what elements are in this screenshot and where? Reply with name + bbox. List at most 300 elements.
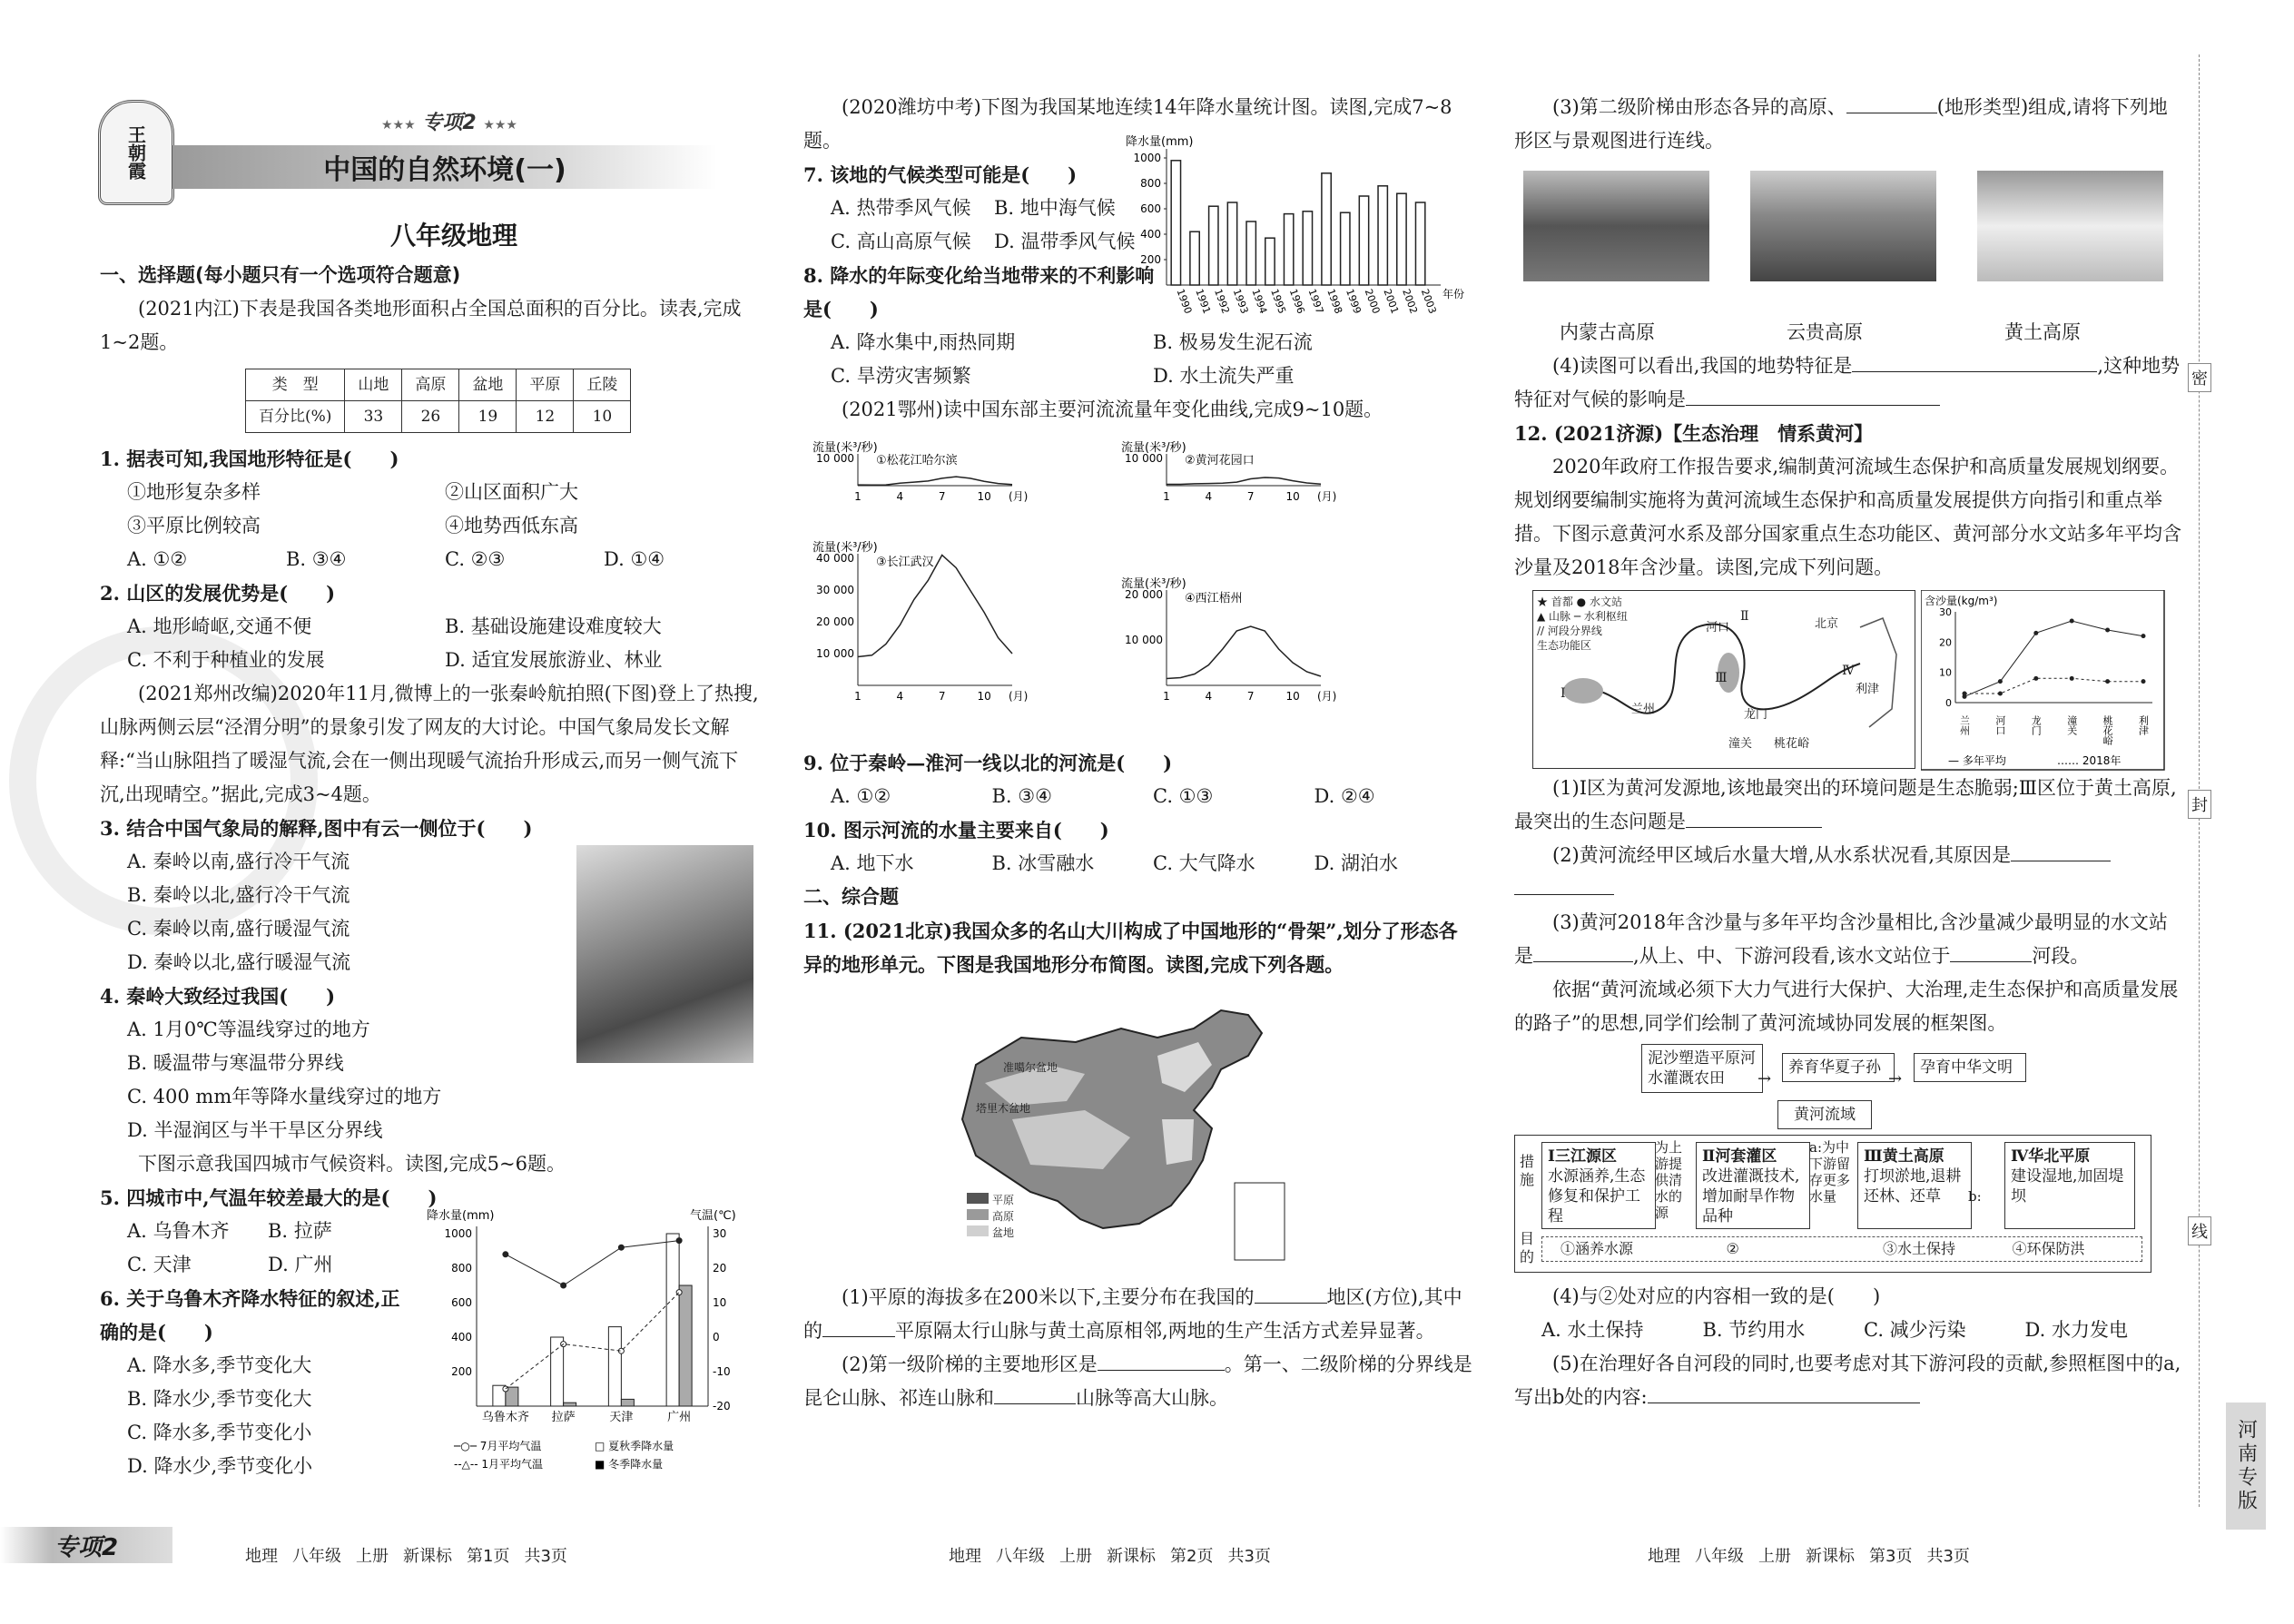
q7-option: A. 热带季风气候 xyxy=(831,197,971,219)
y2-tick-label: -10 xyxy=(713,1365,731,1378)
flow-box-top-1: 泥沙塑造平原河水灌溉农田 xyxy=(1641,1044,1763,1093)
footer-page: 第1页 xyxy=(467,1547,510,1566)
goal-item: ③水土保持 xyxy=(1883,1240,1956,1257)
legend-2018: …… 2018年 xyxy=(2057,754,2122,767)
table-cell: 12 xyxy=(517,401,574,433)
y-axis-label: 降水量(mm) xyxy=(427,1209,495,1223)
q11-4-text-b: ,这种地势特征对气候的影响是 xyxy=(1514,355,2181,410)
table-row-label: 百分比(%) xyxy=(246,401,345,433)
q11-2 xyxy=(803,1348,1475,1415)
footer-subject: 地理 xyxy=(1648,1547,1680,1566)
footer-volume: 上册 xyxy=(1059,1547,1092,1566)
goal-item: ② xyxy=(1726,1240,1739,1257)
q11-4 xyxy=(1514,349,2186,417)
page-title: 中国的自然环境(一) xyxy=(323,154,566,186)
flow-box-top-3: 孕育中华文明 xyxy=(1914,1053,2026,1082)
series-label: ①松花江哈尔滨 xyxy=(876,454,958,468)
flow-region-body: 改进灌溉技术,增加耐旱作物品种 xyxy=(1702,1167,1800,1225)
annual-precip-chart xyxy=(1117,133,1480,332)
q11-2-text-c: 山脉等高大山脉。 xyxy=(1076,1387,1228,1409)
flow-side-measures: 措施 xyxy=(1520,1153,1535,1188)
y-axis-label: 降水量(mm) xyxy=(1126,135,1194,149)
y-tick-label: 20 000 xyxy=(1125,588,1163,601)
footer-grade: 八年级 xyxy=(292,1547,341,1566)
q4-option: B. 暖温带与寒温带分界线 xyxy=(127,1052,344,1074)
x-tick-label: 1 xyxy=(1163,690,1170,703)
table-header: 山地 xyxy=(345,369,402,401)
map-place-beijing: 北京 xyxy=(1815,617,1839,631)
flow-region-body: 建设湿地,加固堤坝 xyxy=(2011,1167,2124,1206)
table-cell: 33 xyxy=(345,401,402,433)
q11-1-text-a: (1)平原的海拔多在200米以下,主要分布在我国的 xyxy=(842,1286,1255,1308)
footer-edition: 新课标 xyxy=(403,1547,452,1566)
y2-tick-label: 20 xyxy=(713,1262,727,1275)
x-tick-label: 4 xyxy=(1205,690,1213,703)
footer-total: 共3页 xyxy=(524,1547,567,1566)
footer-edition: 新课标 xyxy=(1107,1547,1156,1566)
q6-option: C. 降水多,季节变化小 xyxy=(127,1422,312,1443)
x-tick-label: 1 xyxy=(1163,490,1170,503)
question-12-5 xyxy=(1514,1347,2186,1414)
footer-subject: 地理 xyxy=(949,1547,981,1566)
answer-blank[interactable] xyxy=(1514,874,1614,895)
intro-1: (2021内江)下表是我国各类地形面积占全国总面积的百分比。读表,完成1~2题。 xyxy=(100,298,742,353)
y-tick-label: 400 xyxy=(451,1331,472,1343)
y-axis-label: 流量(米³/秒) xyxy=(1121,441,1186,455)
answer-blank[interactable] xyxy=(1098,1350,1225,1371)
goal-item: ①涵养水源 xyxy=(1561,1240,1634,1257)
q12-1 xyxy=(1514,772,2186,839)
bar-summer-autumn xyxy=(608,1327,621,1406)
answer-blank[interactable] xyxy=(2011,841,2111,861)
intro-3: (2021郑州改编)2020年11月,微博上的一张秦岭航拍照(下图)登上了热搜,山脉两侧云层“泾渭分明”的景象引发了网友的大讨论。中国气象局发长文解释:“当山脉阻挡了暖湿气流,会在一侧出现暖气流抬升形成云,而另一侧气流下沉,出现晴空。”据此,完成3~4题。 xyxy=(100,683,759,805)
question-2: 2. 山区的发展优势是( ) xyxy=(100,582,336,605)
legend-winter: ■ 冬季降水量 xyxy=(595,1458,664,1471)
y2-tick-label: 30 xyxy=(713,1227,727,1240)
table-cell: 26 xyxy=(402,401,459,433)
footer-edition: 新课标 xyxy=(1806,1547,1855,1566)
table-header: 盆地 xyxy=(459,369,517,401)
intro-7: (2020潍坊中考)下图为我国某地连续14年降水量统计图。读图,完成7~8题。 xyxy=(803,96,1452,152)
framework-diagram xyxy=(1514,1044,2186,1280)
y2-tick-label: 10 xyxy=(713,1296,727,1309)
footer-page-1 xyxy=(245,1543,582,1567)
bar xyxy=(1190,231,1199,285)
map-zone-2: Ⅱ xyxy=(1740,609,1749,624)
legend-dam: ─ 水利枢纽 xyxy=(1573,610,1628,623)
y-axis-label: 流量(米³/秒) xyxy=(1121,577,1186,591)
flow-line xyxy=(858,477,1012,485)
x-tick-label: 1996 xyxy=(1286,287,1307,316)
x-tick-label: 10 xyxy=(1285,490,1300,503)
x-tick-label: 1 xyxy=(854,490,861,503)
river-flow-charts xyxy=(803,427,1475,735)
q5-option: D. 广州 xyxy=(268,1254,333,1275)
stars-right: ★★★ xyxy=(483,118,517,133)
q9-option: C. ①③ xyxy=(1153,785,1214,807)
answer-blank[interactable] xyxy=(1533,941,1633,962)
y-tick-label: 20 xyxy=(1939,636,1952,649)
footer-page: 第3页 xyxy=(1869,1547,1913,1566)
question-11: 11. (2021北京)我国众多的名山大川构成了中国地形的“骨架”,划分了形态各异的地形单元。下图是我国地形分布简图。读图,完成下列各题。 xyxy=(803,920,1458,976)
sediment-line xyxy=(1964,621,2143,696)
y-tick-label: 0 xyxy=(1945,697,1952,709)
x-tick-label: 1997 xyxy=(1305,287,1326,316)
q12-1-text: (1)Ⅰ区为黄河发源地,该地最突出的环境问题是生态脆弱;Ⅲ区位于黄土高原,最突出的生态问题是 xyxy=(1514,777,2177,832)
table-header: 类 型 xyxy=(246,369,345,401)
q1-option: A. ①② xyxy=(127,548,188,570)
x-tick-label: 7 xyxy=(1246,490,1255,503)
q4-option: C. 400 mm年等降水量线穿过的地方 xyxy=(127,1086,442,1107)
y-tick-label: 400 xyxy=(1140,228,1161,241)
y-tick-label: 10 000 xyxy=(816,647,854,660)
y-tick-label: 1000 xyxy=(444,1227,472,1240)
question-12-4: (4)与②处对应的内容相一致的是( ) xyxy=(1552,1285,1881,1307)
flow-line xyxy=(1167,626,1321,679)
x-tick-label: 1990 xyxy=(1174,287,1195,316)
y-tick-label: 800 xyxy=(451,1262,472,1275)
x-tick-label: 1995 xyxy=(1268,287,1288,316)
footer-total: 共3页 xyxy=(1227,1547,1271,1566)
legend-plateau: 高原 xyxy=(992,1210,1015,1223)
y2-axis-label: 气温(℃) xyxy=(690,1209,736,1223)
x-tick-label: 7 xyxy=(1246,690,1255,703)
arrow-icon: → xyxy=(1888,1069,1903,1088)
yellow-river-map xyxy=(1532,590,1915,769)
x-tick-label: 10 xyxy=(977,490,991,503)
answer-blank[interactable] xyxy=(1852,351,2097,372)
y-tick-label: 1000 xyxy=(1133,152,1161,164)
q11-2-text-a: (2)第一级阶梯的主要地形区是 xyxy=(842,1353,1098,1375)
footer-badge-label: 专项2 xyxy=(54,1533,119,1561)
bar xyxy=(1227,202,1236,285)
footer-volume: 上册 xyxy=(1758,1547,1791,1566)
footer-page: 第2页 xyxy=(1170,1547,1214,1566)
map-label-tarim: 塔里木盆地 xyxy=(976,1102,1031,1115)
map-legend xyxy=(1537,595,1628,653)
flow-region-2 xyxy=(1696,1142,1810,1229)
q10-option: D. 湖泊水 xyxy=(1314,852,1398,874)
temp-line xyxy=(506,1241,679,1285)
q12-3-text-a: (3)黄河2018年含沙量与多年平均含沙量相比,含沙量减少最明显的水文站是 xyxy=(1514,911,2168,967)
footer-badge xyxy=(0,1527,172,1563)
q7-option: B. 地中海气候 xyxy=(994,197,1116,219)
sediment-line xyxy=(1964,678,2143,694)
answer-blank[interactable] xyxy=(1648,1383,1920,1403)
q11-1-text-c: 平原隔太行山脉与黄土高原相邻,两地的生产生活方式差异显著。 xyxy=(895,1320,1435,1342)
flow-region-title: Ⅱ河套灌区 xyxy=(1702,1147,1777,1166)
bar xyxy=(1246,221,1255,285)
x-tick-label: 1994 xyxy=(1249,287,1270,316)
y-tick-label: 10 000 xyxy=(816,452,854,465)
map-place-lijin: 利津 xyxy=(1856,683,1880,696)
y-tick-label: 20 000 xyxy=(816,615,854,628)
region-edition-label: 河南专版 xyxy=(2234,1419,2258,1513)
q12-3-text-b: ,从上、中、下游河段看,该水文站位于 xyxy=(1633,945,1951,967)
plateau-label: 黄土高原 xyxy=(2004,321,2081,343)
map-legend xyxy=(967,1192,1014,1241)
answer-blank[interactable] xyxy=(1686,385,1940,406)
x-tick-label: 1993 xyxy=(1230,287,1251,316)
flow-region-title: Ⅰ三江源区 xyxy=(1548,1147,1617,1166)
table-cell: 19 xyxy=(459,401,517,433)
chart-frame xyxy=(1921,590,2164,770)
binding-mark-2: 封 xyxy=(2188,790,2211,819)
question-9: 9. 位于秦岭—淮河一线以北的河流是( ) xyxy=(803,752,1173,774)
bar-summer-autumn xyxy=(551,1337,564,1406)
question-6: 6. 关于乌鲁木齐降水特征的叙述,正确的是( ) xyxy=(100,1287,400,1343)
q8-option: D. 水土流失严重 xyxy=(1153,365,1295,387)
flow-line xyxy=(1167,477,1321,485)
y-tick-label: 30 xyxy=(1939,606,1952,618)
bar xyxy=(1284,214,1293,285)
flow-region-title: Ⅳ华北平原 xyxy=(2011,1147,2091,1166)
q11-3-text-a: (3)第二级阶梯由形态各异的高原、 xyxy=(1552,96,1846,118)
column-1 xyxy=(100,259,763,1483)
q11-1 xyxy=(803,1281,1475,1348)
bar xyxy=(1265,238,1275,285)
goal-item: ④环保防洪 xyxy=(2012,1240,2085,1257)
terrain-table xyxy=(245,369,631,433)
x-tick-label: 广州 xyxy=(667,1411,692,1424)
flow-goals-row xyxy=(1541,1236,2142,1262)
x-tick-label: 10 xyxy=(977,690,991,703)
q6-option: A. 降水多,季节变化大 xyxy=(127,1354,312,1376)
logo-text: 王朝霞 xyxy=(124,125,147,180)
x-tick-label: 桃花峪 xyxy=(2102,715,2114,745)
y-tick-label: 10 xyxy=(1939,666,1952,679)
bar-winter xyxy=(679,1285,692,1406)
q2-option: A. 地形崎岖,交通不便 xyxy=(127,615,312,637)
x-axis-label: (月) xyxy=(1009,490,1029,503)
footer-volume: 上册 xyxy=(356,1547,389,1566)
q3-option: B. 秦岭以北,盛行冷干气流 xyxy=(127,884,350,906)
q1-option: C. ②③ xyxy=(445,548,506,570)
q8-option: A. 降水集中,雨热同期 xyxy=(831,331,1016,353)
legend-divider: // 河段分界线 xyxy=(1537,625,1602,637)
q10-option: B. 冰雪融水 xyxy=(991,852,1095,874)
sediment-chart xyxy=(1921,590,2166,772)
x-tick-label: 4 xyxy=(896,690,904,703)
map-place-lanzhou: 兰州 xyxy=(1631,703,1656,716)
q4-option: A. 1月0℃等温线穿过的地方 xyxy=(127,1019,370,1040)
q6-option: B. 降水少,季节变化大 xyxy=(127,1388,312,1410)
flow-region-body: 打坝淤地,退耕还林、还草 xyxy=(1864,1167,1962,1206)
landscape-photo-1 xyxy=(1523,171,1709,281)
map-place-tongguan: 潼关 xyxy=(1728,737,1753,751)
bar xyxy=(1341,212,1350,285)
x-tick-label: 1992 xyxy=(1212,287,1232,316)
y-axis-label: 含沙量(kg/m³) xyxy=(1925,595,1998,607)
footer-page-2 xyxy=(949,1543,1285,1567)
x-tick-label: 河口 xyxy=(1994,715,2006,735)
bar xyxy=(1322,173,1331,285)
x-tick-label: 拉萨 xyxy=(551,1411,576,1424)
x-tick-label: 天津 xyxy=(609,1411,634,1424)
q11-3 xyxy=(1514,91,2186,158)
arrow-icon: → xyxy=(1757,1069,1772,1088)
x-tick-label: 1999 xyxy=(1344,287,1364,316)
answer-blank[interactable] xyxy=(822,1316,895,1337)
legend-jan-temp: --△-- 1月平均气温 xyxy=(454,1458,543,1471)
china-terrain-map xyxy=(949,1001,1403,1274)
flow-region-3 xyxy=(1857,1142,1972,1229)
section-comprehensive: 二、综合题 xyxy=(803,886,899,908)
map-label-junggar: 准噶尔盆地 xyxy=(1003,1061,1058,1074)
q9-option: B. ③④ xyxy=(991,785,1052,807)
q12-2 xyxy=(1514,839,2186,906)
map-place-longmen: 龙门 xyxy=(1744,708,1768,722)
y-tick-label: 600 xyxy=(451,1296,472,1309)
binding-mark-1: 密 xyxy=(2188,363,2211,392)
y-tick-label: 30 000 xyxy=(816,584,854,596)
q8-option: C. 旱涝灾害频繁 xyxy=(831,365,971,387)
q4-option: D. 半湿润区与半干旱区分界线 xyxy=(127,1119,383,1141)
answer-blank[interactable] xyxy=(1255,1283,1327,1304)
section-choice: 一、选择题(每小题只有一个选项符合题意) xyxy=(100,264,461,286)
china-map-shape xyxy=(949,1001,1403,1274)
flow-mid-3: b: xyxy=(1968,1188,1982,1205)
y-tick-label: 40 000 xyxy=(816,552,854,565)
x-tick-label: 2003 xyxy=(1418,287,1439,316)
q1-item: ③平原比例较高 xyxy=(127,515,261,536)
q1-item: ②山区面积广大 xyxy=(445,481,578,503)
x-tick-label: 2001 xyxy=(1381,287,1402,316)
legend-jul-temp: ─○─ 7月平均气温 xyxy=(454,1440,542,1452)
q9-option: D. ②④ xyxy=(1314,785,1375,807)
x-tick-label: 兰州 xyxy=(1958,715,1971,735)
legend-plain: 平原 xyxy=(992,1194,1015,1206)
x-tick-label: 4 xyxy=(896,490,904,503)
qinling-aerial-photo xyxy=(576,845,753,1063)
legend-summer: □ 夏秋季降水量 xyxy=(595,1440,674,1452)
y-tick-label: 200 xyxy=(1140,253,1161,266)
question-8: 8. 降水的年际变化给当地带来的不利影响是( ) xyxy=(803,264,1155,320)
answer-blank[interactable] xyxy=(1950,941,2032,962)
answer-blank[interactable] xyxy=(994,1383,1076,1404)
q12-4-option: B. 节约用水 xyxy=(1702,1319,1806,1341)
x-tick-label: 2002 xyxy=(1400,287,1420,316)
y-tick-label: 10 000 xyxy=(1125,634,1163,646)
bar xyxy=(1209,206,1218,285)
bar xyxy=(1415,202,1424,285)
x-tick-label: 利津 xyxy=(2137,715,2150,735)
q1-item: ④地势西低东高 xyxy=(445,515,578,536)
q5-option: B. 拉萨 xyxy=(268,1220,332,1242)
bar-winter xyxy=(621,1399,634,1406)
y-tick-label: 800 xyxy=(1140,177,1161,190)
binding-mark-3: 线 xyxy=(2188,1216,2211,1245)
x-axis-label: (月) xyxy=(1009,690,1029,703)
q1-option: D. ①④ xyxy=(604,548,665,570)
answer-blank[interactable] xyxy=(1686,807,1822,828)
region-edition-tab xyxy=(2226,1403,2266,1530)
footer-grade: 八年级 xyxy=(1695,1547,1744,1566)
x-tick-label: 7 xyxy=(938,490,946,503)
x-tick-label: 1998 xyxy=(1324,287,1345,316)
y-tick-label: 10 000 xyxy=(1125,452,1163,465)
flow-region-1 xyxy=(1541,1142,1656,1229)
y2-tick-label: 0 xyxy=(713,1331,720,1343)
q3-option: C. 秦岭以南,盛行暖湿气流 xyxy=(127,918,350,940)
q7-option: C. 高山高原气候 xyxy=(831,231,971,252)
q3-option: D. 秦岭以北,盛行暖湿气流 xyxy=(127,951,351,973)
answer-blank[interactable] xyxy=(1846,93,1937,113)
question-10: 10. 图示河流的水量主要来自( ) xyxy=(803,819,1109,842)
x-tick-label: 2000 xyxy=(1362,287,1383,316)
legend-capital: ★ 首都 xyxy=(1537,595,1573,608)
series-label: 专项2 xyxy=(422,112,477,134)
plateau-label: 内蒙古高原 xyxy=(1560,321,1655,343)
q1-option: B. ③④ xyxy=(286,548,347,570)
y-tick-label: 200 xyxy=(451,1365,472,1378)
x-axis-label: 年份 xyxy=(1442,288,1465,300)
landscape-photo-3 xyxy=(1977,171,2163,281)
plateau-label: 云贵高原 xyxy=(1787,321,1863,343)
q11-2-text-b: 。第一、二级阶梯的分界线是昆仑山脉、祁连山脉和 xyxy=(803,1353,1472,1409)
bar-winter xyxy=(564,1403,576,1406)
q5-option: A. 乌鲁木齐 xyxy=(127,1220,230,1242)
legend-mountain: ▲ 山脉 xyxy=(1537,610,1571,623)
map-zone-1: Ⅰ xyxy=(1561,686,1566,701)
logo xyxy=(98,100,174,205)
x-tick-label: 10 xyxy=(1285,690,1300,703)
question-3: 3. 结合中国气象局的解释,图中有云一侧位于( ) xyxy=(100,817,533,840)
map-zone-3: Ⅲ xyxy=(1715,671,1728,685)
legend-station: ● 水文站 xyxy=(1576,595,1622,608)
table-cell: 10 xyxy=(574,401,631,433)
q12-intro: 2020年政府工作报告要求,编制黄河流域生态保护和高质量发展规划纲要。规划纲要编制实施将为黄河流域生态保护和高质量发展提供方向指引和重点举措。下图示意黄河水系及部分国家重点生态功能区、黄河部分水文站多年平均含沙量及2018年含沙量。读图,完成下列问题。 xyxy=(1514,456,2181,578)
y-axis-label: 流量(米³/秒) xyxy=(812,441,878,455)
q12-5-text: (5)在治理好各自河段的同时,也要考虑对其下游河段的贡献,参照框图中的a,写出b处的内容: xyxy=(1514,1353,2181,1408)
q1-item: ①地形复杂多样 xyxy=(127,481,261,503)
y-axis-label: 流量(米³/秒) xyxy=(812,541,878,555)
q2-option: D. 适宜发展旅游业、林业 xyxy=(445,649,663,671)
x-tick-label: 龙门 xyxy=(2030,715,2043,735)
q2-option: C. 不利于种植业的发展 xyxy=(127,649,325,671)
x-tick-label: 潼关 xyxy=(2065,715,2078,735)
x-axis-label: (月) xyxy=(1317,690,1337,703)
stars-left: ★★★ xyxy=(381,118,416,133)
question-5: 5. 四城市中,气温年较差最大的是( ) xyxy=(100,1186,438,1209)
column-2 xyxy=(803,91,1475,1415)
table-header: 高原 xyxy=(402,369,459,401)
table-header: 平原 xyxy=(517,369,574,401)
q12-3-intro: 依据“黄河流域必须下大力气进行大保护、大治理,走生态保护和高质量发展的路子”的思想,同学们绘制了黄河流域协同发展的框架图。 xyxy=(1514,979,2179,1034)
x-tick-label: 1 xyxy=(854,690,861,703)
q12-4-option: C. 减少污染 xyxy=(1864,1319,1966,1341)
legend-basin: 盆地 xyxy=(992,1226,1015,1239)
q12-3-text-c: 河段。 xyxy=(2032,945,2090,967)
question-1: 1. 据表可知,我国地形特征是( ) xyxy=(100,448,399,470)
bar xyxy=(1378,186,1387,285)
bar xyxy=(1397,193,1406,285)
x-tick-label: 7 xyxy=(938,690,946,703)
title-bar xyxy=(172,145,717,189)
column-3 xyxy=(1514,91,2186,1414)
x-axis-label: (月) xyxy=(1317,490,1337,503)
temp-line xyxy=(506,1293,679,1389)
footer-subject: 地理 xyxy=(245,1547,278,1566)
y-tick-label: 600 xyxy=(1140,202,1161,215)
x-tick-label: 乌鲁木齐 xyxy=(481,1411,529,1424)
flow-side-goals: 目的 xyxy=(1520,1230,1535,1265)
q10-option: A. 地下水 xyxy=(831,852,914,874)
flow-mid-1: 为上游提供清水的源 xyxy=(1655,1139,1683,1221)
q11-1-text-b: 地区(方位),其中的 xyxy=(803,1286,1462,1342)
q10-option: C. 大气降水 xyxy=(1153,852,1255,874)
series-label: ③长江武汉 xyxy=(876,556,934,569)
